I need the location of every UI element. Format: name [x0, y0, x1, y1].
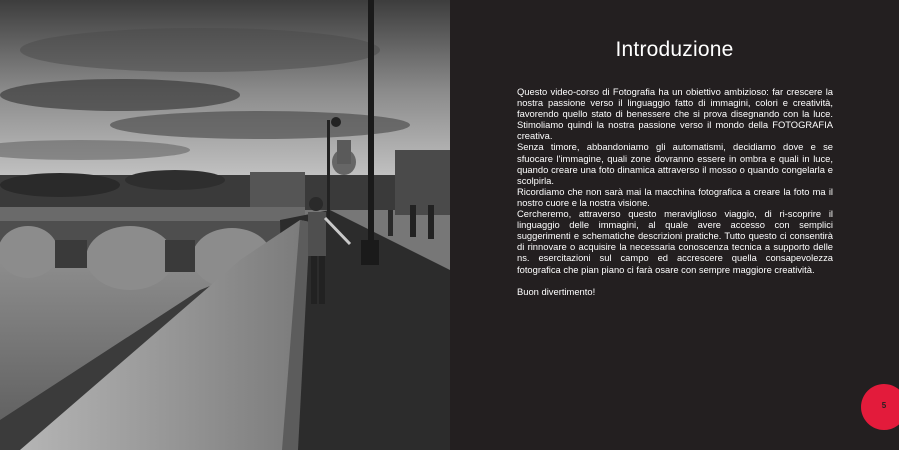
closing-line: Buon divertimento! [517, 285, 596, 297]
page-number: 5 [881, 401, 887, 410]
intro-body [517, 86, 833, 297]
intro-paragraph: Questo video-corso di Fotografia ha un obiettivo ambizioso: far crescere la nostra passione verso il linguaggio fatto di immagini, colori e creatività, favorendo quello stato di benessere che si prova disegnando con la luce. Stimoliamo quindi la nostra passione verso il mondo della FOTOGRAFIA creativa. [517, 86, 833, 142]
intro-paragraph: Senza timore, abbandoniamo gli automatismi, decidiamo dove e se sfuocare l'immagine, quali zone dovranno essere in ombra e quali in luce, quando creare una foto dinamica attraverso il mosso o quando congelarla e scolpirla. [517, 141, 833, 186]
page-title: Introduzione [615, 38, 734, 61]
intro-paragraph: Ricordiamo che non sarà mai la macchina fotografica a creare la foto ma il nostro cuore e la nostra visione. [517, 185, 833, 208]
page-number-badge [861, 384, 899, 430]
paragraph-spacer [517, 275, 833, 286]
intro-paragraph: Cercheremo, attraverso questo meraviglioso viaggio, di ri-scoprire il linguaggio delle immagini, al quale avere accesso con semplici suggerimenti e schematiche descrizioni pratiche. Tutto questo ci consentirà di rinnovare o acquisire la necessaria conoscenza tecnica a supporto delle ns. esercitazioni sul campo ed accrescere quella consapevolezza fotografica che pian piano ci farà osare con sempre maggiore creatività. [517, 208, 833, 275]
text-page [450, 0, 899, 450]
